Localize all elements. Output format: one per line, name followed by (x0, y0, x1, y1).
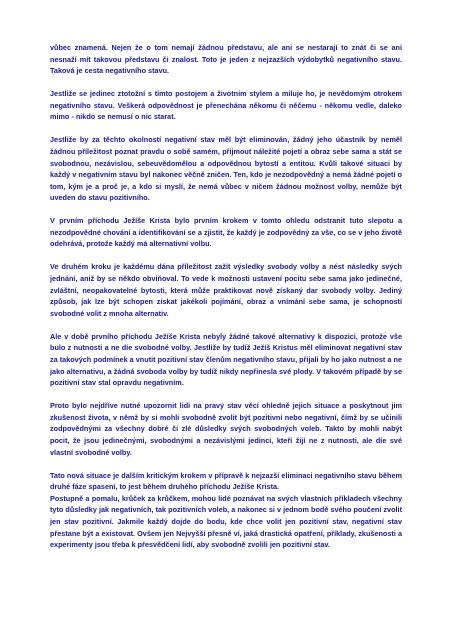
paragraph-7: Proto bylo nejdříve nutné upozornit lidi na pravý stav věcí ohledně jejich situace a poskytnout jim zkušenost života, v němž by si mohli svobodně zvolit být pozitivní nebo negativní, čímž by se učinili zodpovědnými za všechny dobré či zlé důsledky svých svobodných voleb. Takto by mohli nabýt pocit, že jsou jedinečnými, svobodnými a nezávislými jedinci, kteří žijí ne z nutnosti, ale díe své vlastní svobodné volby. (50, 401, 402, 457)
paragraph-4: V prvním příchodu Ježíše Krista bylo prvním krokem v tomto ohledu odstranit tuto slepotu a nezodpovědné chování a identifikování se a zjistit, že každý je zodpovědný za vše, co se v jeho životě odehrává, protože každý má alternativní volbu. (50, 216, 402, 249)
paragraph-3: Jestliže by za těchto okolností negativní stav měl být eliminován, žádný jeho účastník by neměl žádnou příležitost poznat pravdu o sobě samém, přijmout náležité pojetí a obraz sebe sama a stát se svobodnou, nezávislou, sebeuvědomělou a odpovědnou bytostí a entitou. Kvůli takové situaci by každý v negativním stavu byl nakonec věčně zničen. Ten, kdo je nezodpovědný a nemá žádné pojetí o tom, kým je a proč je, a kdo si myslí, že nemá vůbec v ničem žádnou možnost volby, nemůže být uveden do stavu pozitivního. (50, 135, 402, 203)
document-body (50, 42, 402, 551)
paragraph-9: Postupně a pomalu, krůček za krůčkem, mohou lidé poznávat na svých vlastních příkladech všechny tyto důsledky jak negativních, tak pozitivních voleb, a nakonec si v jednom bodě svého poučení zvolit jen stav pozitivní. Jakmile každý dojde do bodu, kde chce volit jen pozitivní stav, negativní stav přestane být a existovat. Ovšem jen Nejvyšší přesně ví, jaká drastická opatření, příklady, zkušenosti a experimenty jsou třeba k přesvědčení lidí, aby svobodně zvolili jen pozitivní stav. (50, 493, 402, 550)
paragraph-1: vůbec znamená. Nejen že o tom nemají žádnou představu, ale ani se nestarají to znát či se ani nesnaží mít takovou představu či znalost. Toto je jeden z nejzazších výdobytků negativního stavu. Taková je cesta negativního stavu. (50, 43, 402, 76)
paragraph-6: Ale v době prvního příchodu Ježíše Krista nebyly žádné takové alternativy k dispozici, protože vše bulo z nutnosti a ne díe svobodné volby. Jestliže by tudíž Ježíš Kristus měl eliminovat negativní stav za takových podmínek a vnutit pozitivní stav členům negativního stavu, přijali by ho jako nutnost a ne jako alternativu, a žádná svoboda volby by tudíž nikdy nepřinesla své plody. V takovém případě by se pozitivní stav stal opravdu negativním. (50, 331, 402, 388)
paragraph-2: Jestliže se jedinec ztotožní s tímto postojem a životním stylem a miluje ho, je nevědomým otrokem negativního stavu. Veškerá odpovědnost je přenechána někomu či něčemu - někomu vedle, daleko mimo - nikdo se nemusí o nic starat. (50, 89, 402, 122)
paragraph-5: Ve druhém kroku je každému dána příležitost zažít výsledky svobody volby a nést následky svých jednání, aniž by se někdo obviňoval. To vede k možnosti ustavení pocitu sebe sama jako jedinečné, zvláštní, neopakovatelné bytosti, která může praktikovat nově získaný dar svobody volby. Jediný způsob, jak lze být schopen získat jakékoli pojímání, obraz a vnímání sebe sama, je schopností svobodné volit z mnoha alternativ. (50, 262, 402, 318)
paragraph-8: Tato nová situace je dalším kritickým krokem v přípravě k nejzazší eliminaci negativního stavu během druhé fáze spasení, to jest během druhého příchodu Ježíše Krista. (50, 470, 402, 492)
